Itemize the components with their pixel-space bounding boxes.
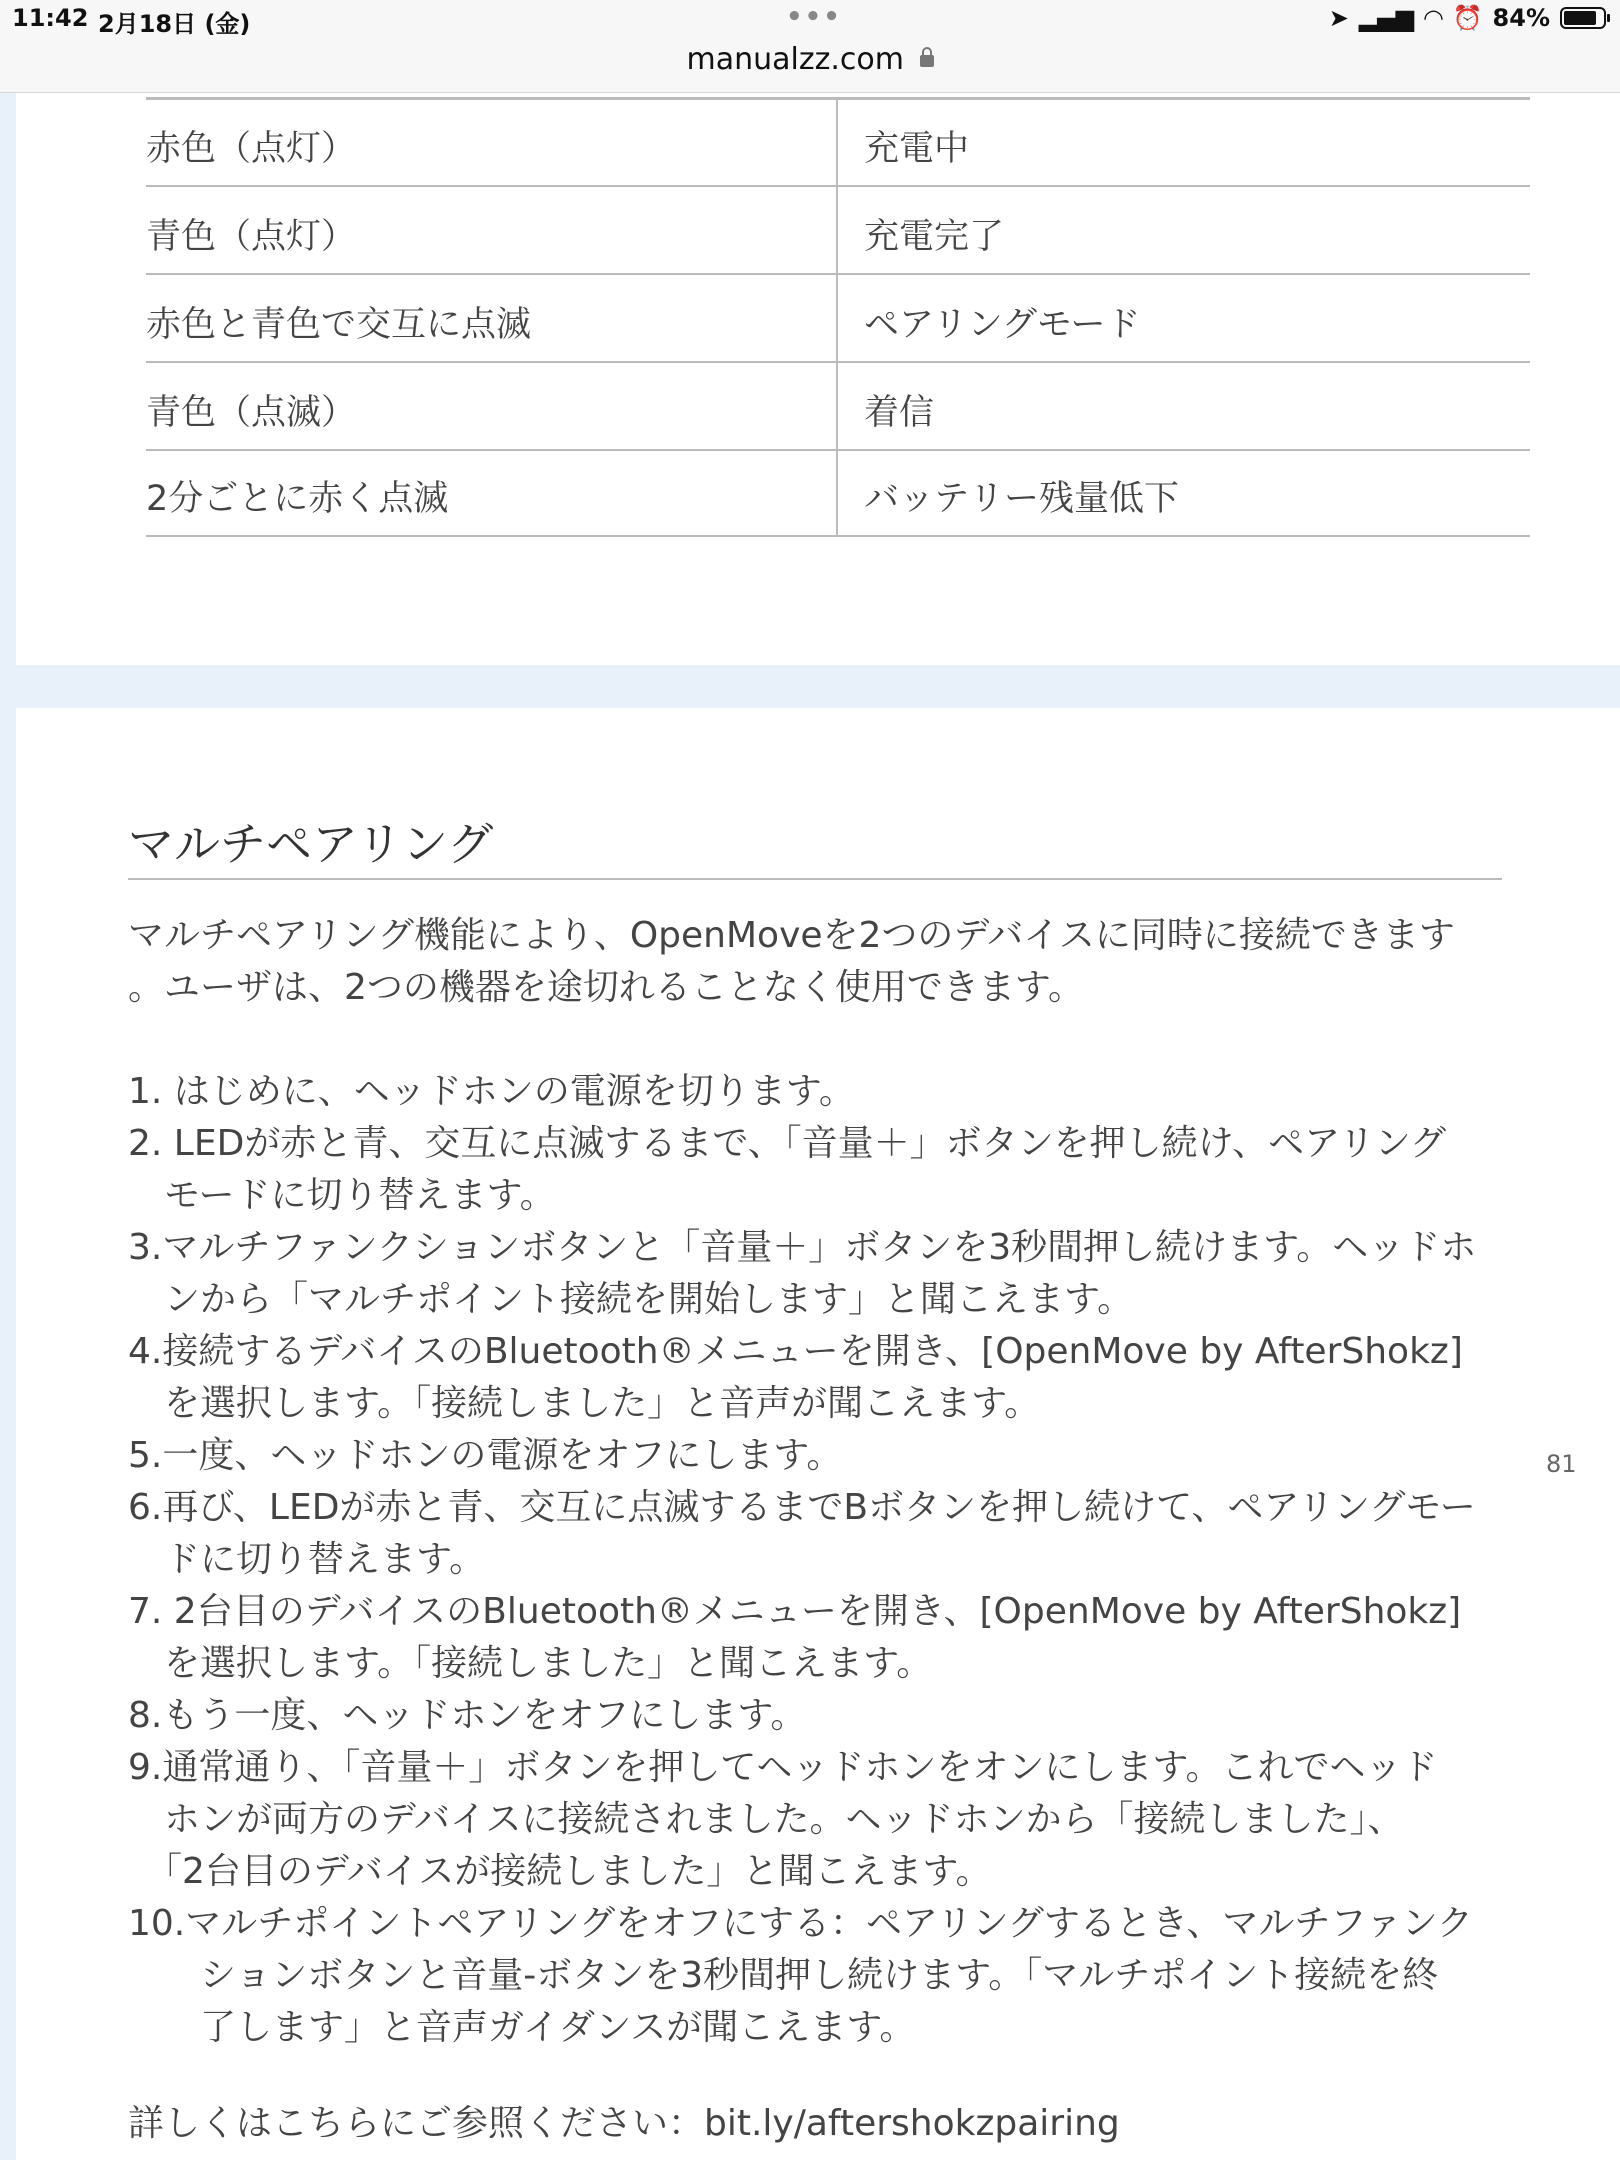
location-arrow-icon: ➤ xyxy=(1328,4,1349,32)
step-line: を選択します。「接続しました」と音声が聞こえます。 xyxy=(128,1383,1041,1424)
step-line: 7. 2台目のデバイスのBluetooth®メニューを開き、[OpenMove by AfterShokz] xyxy=(128,1591,1462,1632)
led-status: バッテリー残量低下 xyxy=(864,479,1180,519)
step-line: 5.一度、ヘッドホンの電源をオフにします。 xyxy=(128,1435,843,1476)
table-row xyxy=(146,187,1530,275)
led-status: ペアリングモード xyxy=(864,305,1141,345)
led-indicator: 2分ごとに赤く点滅 xyxy=(146,479,449,519)
url-host: manualzz.com xyxy=(686,42,904,77)
step-line: ンから「マルチポイント接続を開始します」と聞こえます。 xyxy=(128,1279,1134,1320)
led-indicator: 赤色と青色で交互に点滅 xyxy=(146,305,532,345)
intro-line: 。ユーザは、2つの機器を途切れることなく使用できます。 xyxy=(128,967,1085,1008)
led-indicator: 青色（点滅） xyxy=(146,393,357,433)
table-row xyxy=(146,99,1530,187)
led-status: 着信 xyxy=(864,393,935,433)
led-indicator: 青色（点灯） xyxy=(146,217,357,257)
status-indicators xyxy=(1329,4,1606,32)
alarm-icon: ⏰ xyxy=(1452,4,1483,32)
intro-line: マルチペアリング機能により、OpenMoveを2つのデバイスに同時に接続できます xyxy=(128,915,1455,956)
led-status: 充電中 xyxy=(864,129,970,169)
section-title: マルチペアリング xyxy=(128,817,494,871)
step-line: ホンが両方のデバイスに接続されました。ヘッドホンから「接続しました」、 xyxy=(128,1799,1404,1840)
table-row xyxy=(146,449,1530,537)
step-line: モードに切り替えます。 xyxy=(128,1175,556,1216)
step-line: 3.マルチファンクションボタンと「音量＋」ボタンを3秒間押し続けます。ヘッドホ xyxy=(128,1227,1477,1268)
table-row xyxy=(146,363,1530,451)
table-row xyxy=(146,275,1530,363)
step-line: 「2台目のデバイスが接続しました」と聞こえます。 xyxy=(128,1851,992,1892)
step-line: 9.通常通り、「音量＋」ボタンを押してヘッドホンをオンにします。これでヘッド xyxy=(128,1747,1438,1788)
status-bar xyxy=(0,0,1620,40)
status-time: 11:42 xyxy=(12,4,89,32)
step-line: 2. LEDが赤と青、交互に点滅するまで、「音量＋」ボタンを押し続け、ペアリング xyxy=(128,1123,1446,1164)
section-title-rule xyxy=(128,878,1502,880)
step-line: 10.マルチポイントペアリングをオフにする：ペアリングするとき、マルチファンク xyxy=(128,1903,1473,1944)
step-line: ドに切り替えます。 xyxy=(128,1539,486,1580)
step-line: 8.もう一度、ヘッドホンをオフにします。 xyxy=(128,1695,807,1736)
step-line: を選択します。「接続しました」と聞こえます。 xyxy=(128,1643,933,1684)
led-indicator: 赤色（点灯） xyxy=(146,129,357,169)
battery-icon xyxy=(1560,7,1606,29)
page-number: 81 xyxy=(1546,1450,1577,1478)
lock-icon xyxy=(920,55,934,67)
reference-link-text[interactable]: 詳しくはこちらにご参照ください：bit.ly/aftershokzpairing xyxy=(128,2103,1120,2144)
manual-page-previous xyxy=(16,93,1620,665)
multitask-dots-icon[interactable]: ••• xyxy=(786,2,842,32)
wifi-icon: ◠ xyxy=(1424,4,1443,32)
step-line: 4.接続するデバイスのBluetooth®メニューを開き、[OpenMove by AfterShokz] xyxy=(128,1331,1463,1372)
step-line: 了します」と音声ガイダンスが聞こえます。 xyxy=(128,2007,916,2048)
intro-paragraph xyxy=(128,910,1528,1014)
step-line: ションボタンと音量-ボタンを3秒間押し続けます。「マルチポイント接続を終 xyxy=(128,1955,1439,1996)
led-status: 充電完了 xyxy=(864,217,1005,257)
step-line: 6.再び、LEDが赤と青、交互に点滅するまでBボタンを押し続けて、ペアリングモー xyxy=(128,1487,1476,1528)
step-line: 1. はじめに、ヘッドホンの電源を切ります。 xyxy=(128,1071,855,1112)
address-bar[interactable] xyxy=(0,40,1620,93)
status-date: 2月18日 (金) xyxy=(98,10,251,38)
cellular-signal-icon: ▂▄▆ xyxy=(1358,4,1415,32)
battery-percentage: 84% xyxy=(1492,4,1550,32)
steps-list xyxy=(128,1066,1528,2054)
